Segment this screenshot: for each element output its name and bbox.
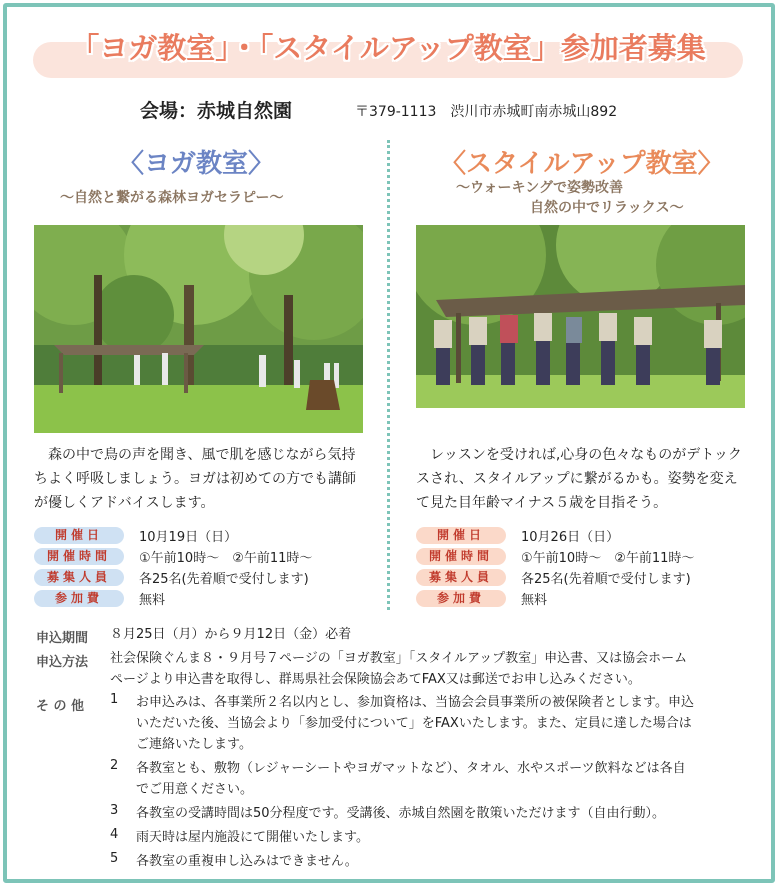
info-label: 参加費	[416, 590, 506, 607]
styleup-title: 〈スタイルアップ教室〉	[440, 149, 724, 179]
info-label: 開催日	[416, 527, 506, 544]
info-row	[34, 548, 364, 566]
note-number: 4	[110, 827, 119, 842]
info-row	[34, 527, 364, 545]
period-value: ８月25日（月）から９月12日（金）必着	[110, 627, 352, 642]
info-value: ①午前10時～ ②午前11時～	[139, 551, 313, 566]
info-row	[416, 569, 746, 587]
info-value: 無料	[139, 593, 166, 608]
period-label: 申込期間	[36, 631, 89, 646]
venue-label: 会場：赤城自然園	[140, 100, 293, 122]
info-row	[416, 548, 746, 566]
styleup-photo	[416, 225, 745, 408]
info-label: 募集人員	[34, 569, 124, 586]
yoga-photo	[34, 225, 363, 433]
info-value: 各25名(先着順で受付します)	[521, 572, 691, 587]
column-divider	[387, 140, 390, 610]
styleup-description: レッスンを受ければ,心身の色々なものがデトックスされ、スタイルアップに繋がるかも。姿勢を変えて見た目年齢マイナス５歳を目指そう。	[416, 447, 742, 511]
styleup-subtitle-line1: ～ウォーキングで姿勢改善	[456, 180, 624, 196]
method-line1: 社会保険ぐんま８・９月号７ページの「ヨガ教室」「スタイルアップ教室」申込書、又は協会ホーム	[110, 651, 688, 666]
note-number: 3	[110, 803, 119, 818]
note-text: お申込みは、各事業所２名以内とし、参加資格は、当協会会員事業所の被保険者とします。申込	[136, 695, 694, 710]
note-text: でご用意ください。	[136, 782, 254, 797]
note-text: 各教室とも、敷物（レジャーシートやヨガマットなど）、タオル、水やスポーツ飲料などは各自	[136, 761, 686, 776]
yoga-description: 森の中で鳥の声を聞き、風で肌を感じながら気持ちよく呼吸しましょう。ヨガは初めての方でも講師が優しくアドバイスします。	[34, 447, 356, 511]
other-label: そ の 他	[36, 699, 85, 714]
info-label: 募集人員	[416, 569, 506, 586]
note-text: 各教室の受講時間は50分程度です。受講後、赤城自然園を散策いただけます（自由行動）。	[136, 806, 666, 821]
info-value: 無料	[521, 593, 548, 608]
info-label: 参加費	[34, 590, 124, 607]
note-text: 雨天時は屋内施設にて開催いたします。	[136, 830, 369, 845]
note-number: 1	[110, 692, 119, 707]
styleup-subtitle-line2: 自然の中でリラックス～	[530, 200, 684, 216]
info-label: 開催時間	[34, 548, 124, 565]
info-row	[34, 569, 364, 587]
info-value: 各25名(先着順で受付します)	[139, 572, 309, 587]
info-label: 開催日	[34, 527, 124, 544]
info-value: 10月26日（日）	[521, 530, 620, 545]
method-label: 申込方法	[36, 655, 89, 670]
note-text: いただいた後、当協会より「参加受付について」をFAXいたします。また、定員に達した場合は	[136, 716, 692, 731]
info-row	[416, 527, 746, 545]
info-label: 開催時間	[416, 548, 506, 565]
note-number: 2	[110, 758, 119, 773]
info-row	[34, 590, 364, 608]
note-text: 各教室の重複申し込みはできません。	[136, 854, 358, 869]
note-text: ご連絡いたします。	[136, 737, 252, 752]
info-row	[416, 590, 746, 608]
yoga-subtitle: ～自然と繋がる森林ヨガセラピー～	[60, 190, 284, 206]
yoga-title: 〈ヨガ教室〉	[118, 149, 275, 179]
venue-address: 〒379-1113 渋川市赤城町南赤城山892	[355, 104, 618, 120]
info-value: ①午前10時～ ②午前11時～	[521, 551, 695, 566]
page-title: 「ヨガ教室」・「スタイルアップ教室」参加者募集	[70, 31, 706, 65]
info-value: 10月19日（日）	[139, 530, 238, 545]
method-line2: ページより申込書を取得し、群馬県社会保険協会あてFAX又は郵送でお申し込みください。	[110, 672, 641, 687]
note-number: 5	[110, 851, 119, 866]
